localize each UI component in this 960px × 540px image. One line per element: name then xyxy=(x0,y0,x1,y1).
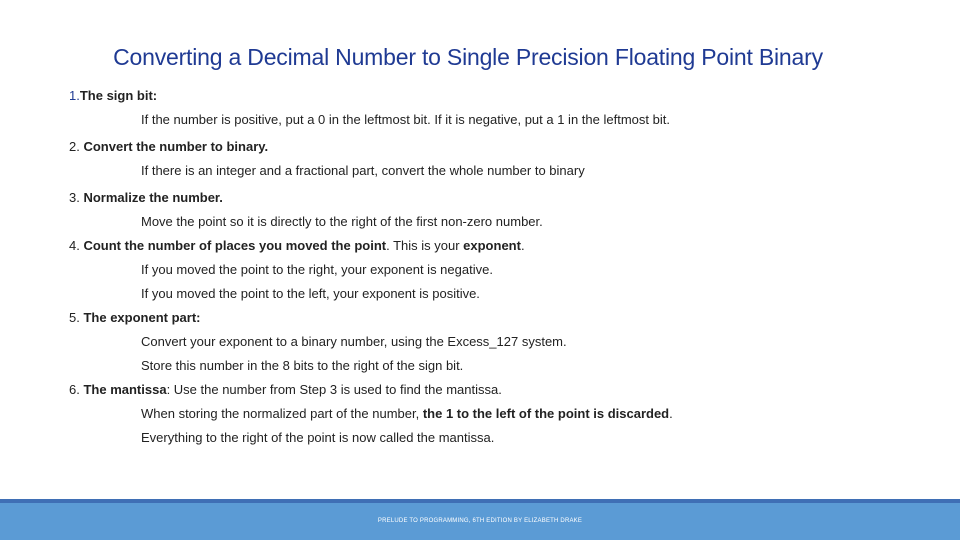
step-6-number: 6. xyxy=(69,382,80,397)
step-4-period: . xyxy=(520,238,525,253)
step-2-heading xyxy=(69,135,929,159)
step-6-detail-1-end: . xyxy=(669,406,673,421)
step-4-exponent-word: exponent xyxy=(463,238,521,253)
step-1-detail-1: If the number is positive, put a 0 in the leftmost bit. If it is negative, put a 1 in the leftmost bit. xyxy=(141,112,670,127)
step-1-title: The sign bit: xyxy=(79,88,158,103)
step-1-heading xyxy=(69,84,929,108)
step-5-detail-2: Store this number in the 8 bits to the right of the sign bit. xyxy=(141,358,464,373)
step-2-detail-1: If there is an integer and a fractional part, convert the whole number to binary xyxy=(141,163,585,178)
step-6-detail-1-plain: When storing the normalized part of the number, xyxy=(141,406,423,421)
step-2-number: 2. xyxy=(69,139,80,154)
step-4-title-bold: Count the number of places you moved the point xyxy=(83,238,387,253)
step-6-title-bold: The mantissa xyxy=(83,382,167,397)
step-5-title: The exponent part: xyxy=(83,310,201,325)
steps-list xyxy=(69,84,929,450)
step-2 xyxy=(69,135,929,183)
slide-title: Converting a Decimal Number to Single Precision Floating Point Binary xyxy=(113,44,823,70)
step-4-number: 4. xyxy=(69,238,80,253)
step-3 xyxy=(69,186,929,234)
step-5-heading xyxy=(69,306,929,330)
step-2-title: Convert the number to binary. xyxy=(83,139,269,154)
step-6-detail-2: Everything to the right of the point is now called the mantissa. xyxy=(141,430,495,445)
step-1 xyxy=(69,84,929,132)
step-4-detail-2: If you moved the point to the left, your exponent is positive. xyxy=(141,286,480,301)
step-3-heading xyxy=(69,186,929,210)
step-4 xyxy=(69,234,929,306)
footer-credit: PRELUDE TO PROGRAMMING, 6TH EDITION BY ELIZABETH DRAKE xyxy=(377,518,583,524)
step-5-detail-1: Convert your exponent to a binary number, using the Excess_127 system. xyxy=(141,334,567,349)
step-1-number: 1. xyxy=(69,88,80,103)
step-6-heading xyxy=(69,378,929,402)
step-4-detail-1: If you moved the point to the right, your exponent is negative. xyxy=(141,262,493,277)
step-6 xyxy=(69,378,929,450)
step-6-detail-1 xyxy=(69,402,929,426)
step-5 xyxy=(69,306,929,378)
step-6-detail-1-bold: the 1 to the left of the point is discarded xyxy=(422,406,670,421)
step-4-heading xyxy=(69,234,929,258)
step-3-detail-1: Move the point so it is directly to the right of the first non-zero number. xyxy=(141,214,543,229)
step-3-title: Normalize the number. xyxy=(83,190,223,205)
step-3-number: 3. xyxy=(69,190,80,205)
step-5-number: 5. xyxy=(69,310,80,325)
step-4-title-plain: . This is your xyxy=(386,238,464,253)
step-6-title-plain: : Use the number from Step 3 is used to find the mantissa. xyxy=(166,382,502,397)
